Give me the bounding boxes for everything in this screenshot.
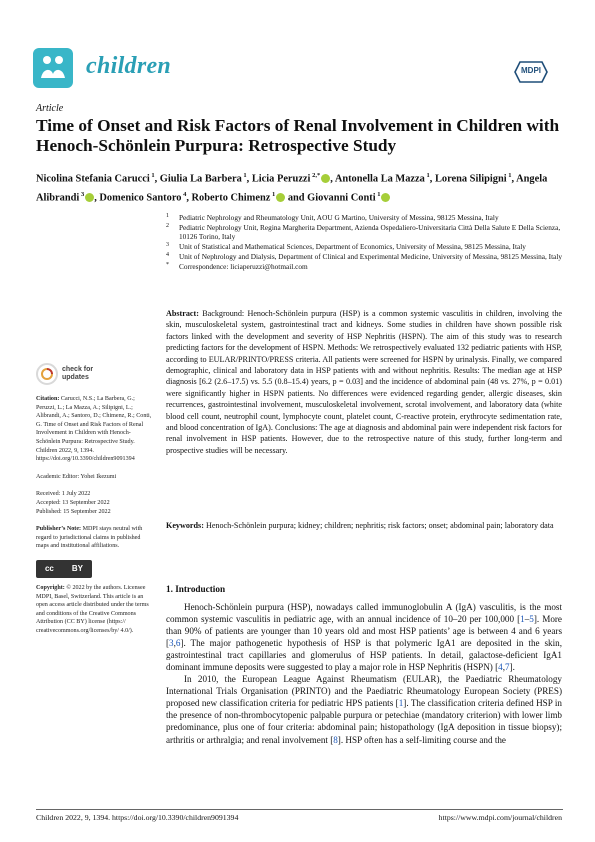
author-name[interactable]: Nicolina Stefania Carucci: [36, 173, 150, 185]
affiliation-item: [166, 252, 566, 262]
affiliation-mark: 1: [166, 213, 169, 219]
citation-link[interactable]: 1: [520, 614, 525, 625]
abstract-label: Abstract:: [166, 309, 199, 318]
orcid-icon[interactable]: [276, 193, 285, 202]
citation-link[interactable]: 5: [529, 614, 534, 625]
author-name[interactable]: Lorena Silipigni: [434, 173, 507, 185]
paragraph-text: ]. More than 90% of patients are younger than 10 years old and most HSP patients’ age is between 4 and 6 years [: [166, 614, 562, 649]
citation-link[interactable]: 4: [498, 662, 503, 673]
affiliation-item: [166, 223, 566, 242]
paragraph-text: ]. The major pathogenetic hypothesis of HSP is that polymeric IgA1 are deposited in the skin, gastrointestinal tract capillaries and glomerulus of HSP patients. In detail, galactose-deficient IgA1 dominant immune deposits were suggested to play a major role in HSP Nephritis (HSPN) [: [166, 638, 562, 673]
keywords-label: Keywords:: [166, 521, 204, 530]
mdpi-logo-icon: [514, 60, 548, 84]
citation-block: [36, 395, 152, 464]
footer-citation: Children 2022, 9, 1394. https://doi.org/10.3390/children9091394: [36, 813, 239, 822]
author-separator: ,: [429, 173, 435, 185]
orcid-icon[interactable]: [381, 193, 390, 202]
by-icon-text: BY: [71, 563, 83, 573]
author-affiliation-mark: 3: [79, 191, 85, 199]
paragraph-text: ,: [173, 638, 176, 649]
publisher-note: [36, 525, 152, 551]
footer-divider: [36, 809, 563, 810]
received-date: Received: 1 July 2022: [36, 491, 91, 498]
keywords-text: Henoch-Schönlein purpura; kidney; children; nephritis; risk factors; onset; abdominal pain; laboratory data: [205, 521, 554, 530]
affiliation-text: Unit of Statistical and Mathematical Sciences, Department of Economics, University of Messina, 98125 Messina, Italy: [179, 242, 526, 252]
affiliation-mark: 3: [166, 242, 169, 249]
author-affiliation-mark: 2,*: [310, 172, 321, 179]
author-affiliation-mark: 1: [149, 172, 155, 179]
academic-editor: Academic Editor: Yohei Ikezumi: [36, 473, 117, 480]
author-name[interactable]: Roberto Chimenz: [191, 192, 271, 204]
orcid-icon[interactable]: [321, 174, 330, 183]
copyright-label: Copyright:: [36, 584, 65, 591]
cc-icon-text: cc: [44, 563, 54, 573]
journal-name: children: [86, 53, 172, 79]
author-affiliation-mark: 1: [424, 172, 430, 179]
affiliation-text: Pediatric Nephrology and Rheumatology Unit, AOU G Martino, University of Messina, 98125 Messina, Italy: [179, 213, 499, 222]
citation-link[interactable]: 3: [169, 638, 174, 649]
check-for-updates-button[interactable]: [36, 363, 152, 385]
article-type: Article: [36, 103, 64, 114]
journal-logo-icon: [33, 48, 73, 88]
affiliation-mark: 2: [166, 222, 169, 229]
affiliation-list: [166, 213, 566, 271]
affiliation-mark: *: [166, 261, 169, 268]
author-affiliation-mark: 1: [270, 191, 276, 199]
section-heading: 1. Introduction: [166, 584, 226, 594]
abstract: [166, 308, 562, 456]
updates-icon: [36, 363, 58, 385]
published-date: Published: 15 September 2022: [36, 508, 111, 515]
author-separator: ,: [330, 173, 335, 185]
citation-text: Carucci, N.S.; La Barbera, G.; Peruzzi, L.; La Mazza, A.; Silipigni, L.; Alibrandi, A.; Santoro, D.; Chimenz, R.; Conti, G. Time of Onset and Risk Factors of Renal Involvement in Children with Henoch-Schönlein Purpura: Retrospective Study. Children 2022, 9, 1394. https://doi.org/10.3390/children9091394: [36, 396, 152, 463]
abstract-text: Background: Henoch-Schönlein purpura (HSP) is a common systemic vasculitis in children, involving the skin, musculoskeletal system, gastrointestinal tract and kidneys. Some studies in children have shown possible risk factors linked with the development and severity of HSP Nephritis (HSPN). The aim of this study was to research predicting factors for the development of HSPN. Methods: We retrospectively evaluated 132 pediatric patients with HSP, according to EULAR/PRINTO/PRESS criteria. All patients were screened for HSPN by urinalysis. Finally, we compared demographic, clinical and laboratory data in HSP patients with and without nephritis. Results: The median age at HSP diagnosis [6.2 (2.6–17.5) vs. 5.5 (0.8–15.4) years, p = 0.03] and the incidence of abdominal pain (48 vs. 27%, p = 0.01) were significantly higher in HSPN patients. No differences were evidenced regarding gender, allergic diseases, skin recurrences, gastrointestinal involvement, musculoskeletal involvement, scrotal involvement, and laboratory data (white blood cell count, neutrophil count, lymphocyte count, platelet count, C-reactive protein, erythrocyte sedimentation rate, and blood concentration of IgA). Conclusions: The age at diagnosis and abdominal pain were independent risk factors for renal involvement in HSP patients. However, due to the retrospective nature of this study, further long-term and prospective studies will be necessary.: [166, 309, 563, 455]
citation-label: Citation:: [36, 396, 60, 402]
paragraph-text: ].: [509, 662, 515, 673]
affiliation-item: [166, 242, 566, 252]
author-separator: ,: [246, 173, 252, 185]
author-separator: ,: [94, 192, 100, 204]
cc-by-license-icon[interactable]: [36, 560, 92, 578]
publisher-note-label: Publisher’s Note:: [36, 526, 82, 533]
author-separator: ,: [511, 173, 517, 185]
keywords: [166, 520, 562, 531]
citation-link[interactable]: 1: [398, 698, 404, 709]
author-separator: ,: [154, 173, 160, 185]
citation-link[interactable]: 7: [505, 662, 510, 673]
author-name[interactable]: Giulia La Barbera: [159, 173, 242, 185]
copyright-text: © 2022 by the authors. Licensee MDPI, Basel, Switzerland. This article is an open access article distributed under the terms and conditions of the Creative Commons Attribution (CC BY) license (https:// creativecommons.org/licenses/by/ 4.0/).: [36, 584, 149, 634]
citation-link[interactable]: 8: [333, 734, 338, 745]
updates-line2: updates: [62, 374, 89, 381]
author-name[interactable]: Antonella La Mazza: [334, 173, 425, 185]
author-separator: ,: [186, 192, 192, 204]
author-affiliation-mark: 1: [375, 191, 381, 199]
paragraph-text: In 2010, the European League Against Rheumatism (EULAR), the Paediatric Rheumatology International Trials Organisation (PRINTO) and the Paediatric Rheumatology European Society (PRES) proposed new classification criteria for pediatric HPS patients [: [166, 674, 562, 709]
affiliation-item: [166, 262, 566, 272]
body-paragraph: [166, 673, 562, 745]
affiliation-item: [166, 213, 566, 223]
footer-journal-link[interactable]: https://www.mdpi.com/journal/children: [438, 813, 562, 822]
publisher-name: MDPI: [521, 66, 541, 75]
author-name[interactable]: Licia Peruzzi: [251, 173, 311, 185]
author-affiliation-mark: 4: [181, 191, 187, 199]
publisher-note-text: MDPI stays neutral with regard to jurisdictional claims in published maps and institutional affiliations.: [36, 526, 143, 550]
accepted-date: Accepted: 13 September 2022: [36, 499, 110, 506]
affiliation-mark: 4: [166, 251, 169, 258]
affiliation-text: Correspondence: liciaperuzzi@hotmail.com: [179, 261, 308, 271]
author-name[interactable]: Giovanni Conti: [307, 192, 376, 204]
orcid-icon[interactable]: [85, 193, 94, 202]
affiliation-text: Pediatric Nephrology Unit, Regina Margherita Department, Azienda Ospedaliero-Universitaria Città Della Salute E Della Scienza, 10126 Torino, Italy: [179, 222, 561, 242]
author-name[interactable]: Domenico Santoro: [99, 192, 182, 204]
author-separator: and: [285, 192, 308, 204]
paragraph-text: ,: [502, 662, 506, 673]
author-affiliation-mark: 1: [241, 172, 247, 179]
updates-line1: check for: [62, 366, 94, 373]
body-paragraph: [166, 601, 562, 673]
author-name[interactable]: Angela Alibrandi: [36, 173, 548, 204]
affiliation-text: Unit of Nephrology and Dialysis, Department of Clinical and Experimental Medicine, University of Messina, 98125 Messina, Italy: [179, 251, 563, 261]
paragraph-text: ]. The classification criteria defined HSP in the presence of non-thrombocytopenic palpable purpura or petechiae (mandatory criterion) with lower limb predominance, plus one of four criteria: abdominal pain; histopathology (IgA deposition in tissue biopsy); arthritis or arthralgia; and renal involvement [: [166, 698, 562, 745]
article-sidebar: [36, 363, 152, 635]
paragraph-text: ]. HSP often has a self-limiting course and the: [337, 734, 506, 745]
body-text: [166, 601, 562, 746]
paragraph-text: –: [524, 614, 530, 625]
citation-link[interactable]: 6: [175, 638, 181, 649]
paragraph-text: Henoch-Schönlein purpura (HSP), nowadays called immunoglobulin A (IgA) vasculitis, is the most common systemic vasculitis in pediatric age, with an annual incidence of 10–20 per 100,000 [: [166, 602, 562, 625]
copyright-block: [36, 584, 152, 636]
paper-title: Time of Onset and Risk Factors of Renal Involvement in Children with Henoch-Schönlein Purpura: Retrospective Study: [36, 116, 560, 155]
author-affiliation-mark: 1: [506, 172, 512, 179]
author-list: [36, 168, 566, 207]
